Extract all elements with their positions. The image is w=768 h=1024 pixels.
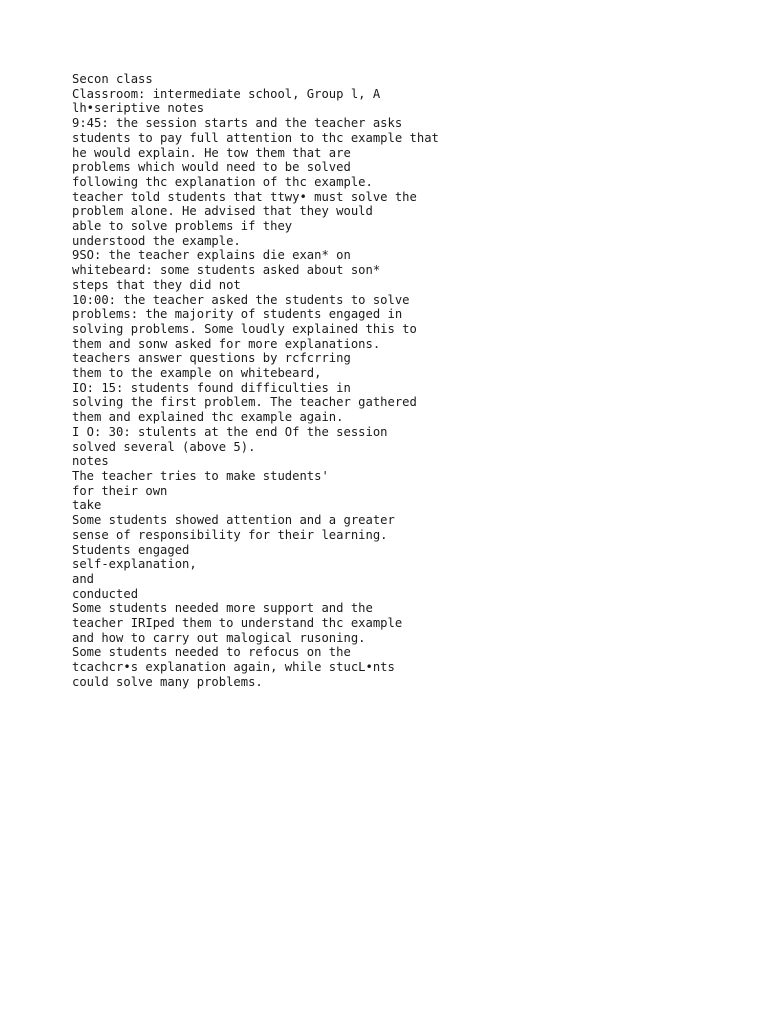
- doc-line: for their own: [72, 483, 168, 498]
- doc-line: 9:45: the session starts and the teacher asks: [72, 116, 403, 131]
- doc-line: understood the example.: [72, 233, 241, 248]
- doc-line: and how to carry out malogical rusoning.: [72, 630, 366, 645]
- doc-line: tcachcr•s explanation again, while stucL•nts: [72, 660, 395, 675]
- doc-line: teacher told students that ttwy• must solve the: [72, 189, 417, 204]
- doc-line: steps that they did not: [72, 277, 241, 292]
- doc-line: whitebeard: some students asked about son*: [72, 263, 381, 278]
- doc-line: and: [72, 571, 95, 586]
- doc-line: them to the example on whitebeard,: [72, 366, 322, 381]
- doc-line: Students engaged: [72, 542, 190, 557]
- doc-line: sense of responsibility for their learning.: [72, 527, 388, 542]
- doc-line: I O: 30: stulents at the end Of the session: [72, 424, 388, 439]
- doc-line: Some students needed to refocus on the: [72, 645, 351, 660]
- doc-line: solving problems. Some loudly explained this to: [72, 321, 417, 336]
- doc-line: Secon class: [72, 72, 153, 86]
- doc-line: teachers answer questions by rcfcrring: [72, 351, 351, 366]
- doc-line: IO: 15: students found difficulties in: [72, 380, 351, 395]
- doc-line: could solve many problems.: [72, 674, 263, 689]
- doc-line: teacher IRIped them to understand thc example: [72, 616, 403, 631]
- doc-line: 10:00: the teacher asked the students to solve: [72, 292, 410, 307]
- doc-line: them and explained thc example again.: [72, 410, 344, 425]
- doc-line: problem alone. He advised that they would: [72, 204, 373, 219]
- document-page: [72, 72, 712, 690]
- doc-line: following thc explanation of thc example.: [72, 174, 373, 189]
- doc-line: he would explain. He tow them that are: [72, 145, 351, 160]
- doc-line: Classroom: intermediate school, Group l, A: [72, 86, 381, 101]
- doc-line: conducted: [72, 586, 139, 601]
- doc-line: students to pay full attention to thc example that: [72, 130, 439, 145]
- doc-line: The teacher tries to make students': [72, 468, 329, 483]
- doc-line: notes: [72, 454, 109, 469]
- doc-line: solved several (above 5).: [72, 439, 256, 454]
- doc-line: solving the first problem. The teacher gathered: [72, 395, 417, 410]
- doc-line: able to solve problems if they: [72, 219, 293, 234]
- doc-line: them and sonw asked for more explanations.: [72, 336, 381, 351]
- doc-line: Some students showed attention and a greater: [72, 513, 395, 528]
- doc-line: lh•seriptive notes: [72, 101, 205, 116]
- doc-line: 9SO: the teacher explains die exan* on: [72, 248, 351, 263]
- doc-line: take: [72, 498, 102, 513]
- doc-line: problems: the majority of students engaged in: [72, 307, 403, 322]
- doc-line: self-explanation,: [72, 557, 197, 572]
- doc-line: problems which would need to be solved: [72, 160, 351, 175]
- doc-line: Some students needed more support and the: [72, 601, 373, 616]
